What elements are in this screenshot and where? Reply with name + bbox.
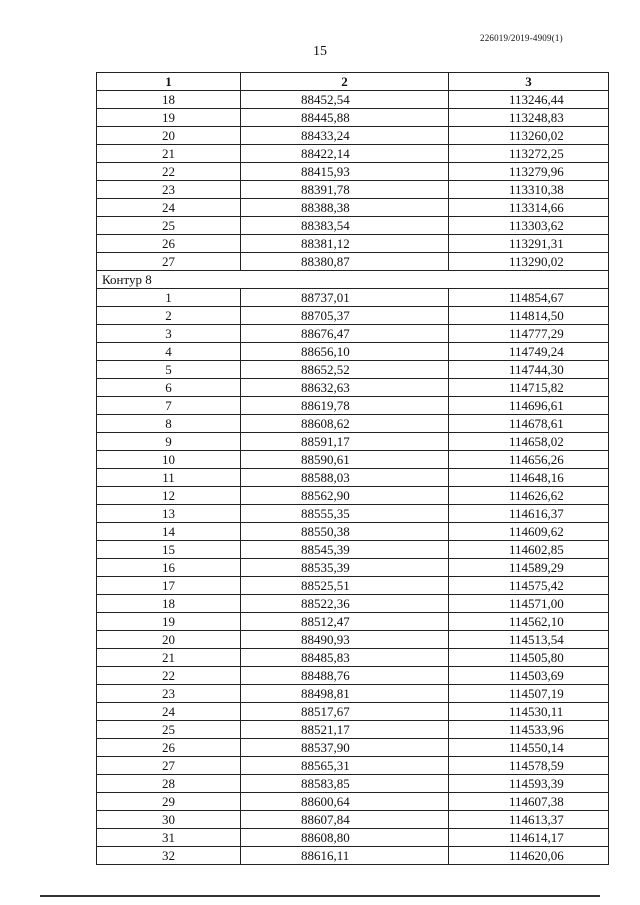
x-coordinate-cell: 88488,76 <box>241 667 449 685</box>
x-coordinate-cell: 88522,36 <box>241 595 449 613</box>
point-number-cell: 19 <box>97 613 241 631</box>
point-number-cell: 18 <box>97 595 241 613</box>
table-row <box>97 793 609 811</box>
point-number-cell: 22 <box>97 163 241 181</box>
point-number-cell: 3 <box>97 325 241 343</box>
y-coordinate-cell: 114626,62 <box>449 487 609 505</box>
y-coordinate-cell: 114505,80 <box>449 649 609 667</box>
x-coordinate-cell: 88498,81 <box>241 685 449 703</box>
x-coordinate-cell: 88619,78 <box>241 397 449 415</box>
x-coordinate-cell: 88656,10 <box>241 343 449 361</box>
x-coordinate-cell: 88600,64 <box>241 793 449 811</box>
point-number-cell: 20 <box>97 631 241 649</box>
y-coordinate-cell: 114530,11 <box>449 703 609 721</box>
point-number-cell: 23 <box>97 685 241 703</box>
point-number-cell: 6 <box>97 379 241 397</box>
y-coordinate-cell: 113260,02 <box>449 127 609 145</box>
column-header-3: 3 <box>449 73 609 91</box>
point-number-cell: 26 <box>97 235 241 253</box>
point-number-cell: 8 <box>97 415 241 433</box>
column-header-1: 1 <box>97 73 241 91</box>
x-coordinate-cell: 88608,80 <box>241 829 449 847</box>
point-number-cell: 16 <box>97 559 241 577</box>
point-number-cell: 2 <box>97 307 241 325</box>
x-coordinate-cell: 88562,90 <box>241 487 449 505</box>
x-coordinate-cell: 88485,83 <box>241 649 449 667</box>
column-header-2: 2 <box>241 73 449 91</box>
y-coordinate-cell: 114578,59 <box>449 757 609 775</box>
x-coordinate-cell: 88525,51 <box>241 577 449 595</box>
y-coordinate-cell: 114814,50 <box>449 307 609 325</box>
y-coordinate-cell: 114550,14 <box>449 739 609 757</box>
table-row <box>97 253 609 271</box>
x-coordinate-cell: 88535,39 <box>241 559 449 577</box>
point-number-cell: 30 <box>97 811 241 829</box>
point-number-cell: 25 <box>97 721 241 739</box>
point-number-cell: 4 <box>97 343 241 361</box>
x-coordinate-cell: 88445,88 <box>241 109 449 127</box>
y-coordinate-cell: 114593,39 <box>449 775 609 793</box>
y-coordinate-cell: 114571,00 <box>449 595 609 613</box>
header-row <box>97 73 609 91</box>
table-row <box>97 145 609 163</box>
table-row <box>97 505 609 523</box>
y-coordinate-cell: 114696,61 <box>449 397 609 415</box>
point-number-cell: 9 <box>97 433 241 451</box>
point-number-cell: 25 <box>97 217 241 235</box>
point-number-cell: 24 <box>97 199 241 217</box>
y-coordinate-cell: 114749,24 <box>449 343 609 361</box>
table-row <box>97 757 609 775</box>
y-coordinate-cell: 114648,16 <box>449 469 609 487</box>
x-coordinate-cell: 88737,01 <box>241 289 449 307</box>
page-number: 15 <box>313 44 327 59</box>
y-coordinate-cell: 114854,67 <box>449 289 609 307</box>
table-row <box>97 829 609 847</box>
x-coordinate-cell: 88422,14 <box>241 145 449 163</box>
y-coordinate-cell: 113279,96 <box>449 163 609 181</box>
y-coordinate-cell: 113246,44 <box>449 91 609 109</box>
y-coordinate-cell: 114613,37 <box>449 811 609 829</box>
y-coordinate-cell: 114507,19 <box>449 685 609 703</box>
x-coordinate-cell: 88652,52 <box>241 361 449 379</box>
table-row <box>97 667 609 685</box>
y-coordinate-cell: 114620,06 <box>449 847 609 865</box>
x-coordinate-cell: 88388,38 <box>241 199 449 217</box>
y-coordinate-cell: 114715,82 <box>449 379 609 397</box>
x-coordinate-cell: 88550,38 <box>241 523 449 541</box>
table-row <box>97 775 609 793</box>
y-coordinate-cell: 114614,17 <box>449 829 609 847</box>
table-row <box>97 433 609 451</box>
x-coordinate-cell: 88383,54 <box>241 217 449 235</box>
table-row <box>97 739 609 757</box>
y-coordinate-cell: 114607,38 <box>449 793 609 811</box>
table-row <box>97 163 609 181</box>
table-row <box>97 325 609 343</box>
x-coordinate-cell: 88381,12 <box>241 235 449 253</box>
x-coordinate-cell: 88537,90 <box>241 739 449 757</box>
table-row <box>97 451 609 469</box>
y-coordinate-cell: 114602,85 <box>449 541 609 559</box>
table-row <box>97 541 609 559</box>
table-row <box>97 217 609 235</box>
y-coordinate-cell: 114658,02 <box>449 433 609 451</box>
point-number-cell: 19 <box>97 109 241 127</box>
point-number-cell: 14 <box>97 523 241 541</box>
table-row <box>97 127 609 145</box>
point-number-cell: 24 <box>97 703 241 721</box>
table-row <box>97 847 609 865</box>
table-row <box>97 595 609 613</box>
bottom-rule <box>40 895 600 897</box>
table-body <box>97 91 609 865</box>
point-number-cell: 17 <box>97 577 241 595</box>
y-coordinate-cell: 114744,30 <box>449 361 609 379</box>
point-number-cell: 27 <box>97 757 241 775</box>
y-coordinate-cell: 113303,62 <box>449 217 609 235</box>
x-coordinate-cell: 88521,17 <box>241 721 449 739</box>
point-number-cell: 32 <box>97 847 241 865</box>
x-coordinate-cell: 88512,47 <box>241 613 449 631</box>
y-coordinate-cell: 114777,29 <box>449 325 609 343</box>
y-coordinate-cell: 114562,10 <box>449 613 609 631</box>
x-coordinate-cell: 88433,24 <box>241 127 449 145</box>
table-row <box>97 559 609 577</box>
point-number-cell: 21 <box>97 145 241 163</box>
y-coordinate-cell: 114616,37 <box>449 505 609 523</box>
point-number-cell: 5 <box>97 361 241 379</box>
point-number-cell: 26 <box>97 739 241 757</box>
y-coordinate-cell: 114656,26 <box>449 451 609 469</box>
y-coordinate-cell: 114503,69 <box>449 667 609 685</box>
y-coordinate-cell: 114678,61 <box>449 415 609 433</box>
y-coordinate-cell: 113248,83 <box>449 109 609 127</box>
table-row <box>97 703 609 721</box>
table-row <box>97 289 609 307</box>
point-number-cell: 27 <box>97 253 241 271</box>
section-header-row <box>97 271 609 289</box>
point-number-cell: 11 <box>97 469 241 487</box>
x-coordinate-cell: 88591,17 <box>241 433 449 451</box>
table-row <box>97 415 609 433</box>
point-number-cell: 29 <box>97 793 241 811</box>
y-coordinate-cell: 113314,66 <box>449 199 609 217</box>
table-row <box>97 649 609 667</box>
y-coordinate-cell: 113291,31 <box>449 235 609 253</box>
x-coordinate-cell: 88415,93 <box>241 163 449 181</box>
table-row <box>97 109 609 127</box>
section-title: Контур 8 <box>97 271 609 289</box>
table-row <box>97 523 609 541</box>
point-number-cell: 23 <box>97 181 241 199</box>
table-row <box>97 199 609 217</box>
x-coordinate-cell: 88583,85 <box>241 775 449 793</box>
table-row <box>97 91 609 109</box>
document-id: 226019/2019-4909(1) <box>480 33 563 43</box>
y-coordinate-cell: 114575,42 <box>449 577 609 595</box>
point-number-cell: 18 <box>97 91 241 109</box>
point-number-cell: 21 <box>97 649 241 667</box>
point-number-cell: 10 <box>97 451 241 469</box>
table-row <box>97 721 609 739</box>
point-number-cell: 20 <box>97 127 241 145</box>
table-header <box>97 73 609 91</box>
x-coordinate-cell: 88676,47 <box>241 325 449 343</box>
table-row <box>97 613 609 631</box>
y-coordinate-cell: 114513,54 <box>449 631 609 649</box>
y-coordinate-cell: 113290,02 <box>449 253 609 271</box>
point-number-cell: 15 <box>97 541 241 559</box>
x-coordinate-cell: 88490,93 <box>241 631 449 649</box>
coordinates-table <box>96 72 609 865</box>
y-coordinate-cell: 114609,62 <box>449 523 609 541</box>
table-row <box>97 397 609 415</box>
point-number-cell: 28 <box>97 775 241 793</box>
point-number-cell: 12 <box>97 487 241 505</box>
y-coordinate-cell: 114589,29 <box>449 559 609 577</box>
table-row <box>97 487 609 505</box>
x-coordinate-cell: 88452,54 <box>241 91 449 109</box>
x-coordinate-cell: 88588,03 <box>241 469 449 487</box>
x-coordinate-cell: 88590,61 <box>241 451 449 469</box>
x-coordinate-cell: 88632,63 <box>241 379 449 397</box>
point-number-cell: 22 <box>97 667 241 685</box>
table-row <box>97 469 609 487</box>
x-coordinate-cell: 88608,62 <box>241 415 449 433</box>
point-number-cell: 1 <box>97 289 241 307</box>
point-number-cell: 7 <box>97 397 241 415</box>
x-coordinate-cell: 88517,67 <box>241 703 449 721</box>
x-coordinate-cell: 88380,87 <box>241 253 449 271</box>
x-coordinate-cell: 88565,31 <box>241 757 449 775</box>
y-coordinate-cell: 113310,38 <box>449 181 609 199</box>
x-coordinate-cell: 88607,84 <box>241 811 449 829</box>
point-number-cell: 31 <box>97 829 241 847</box>
x-coordinate-cell: 88705,37 <box>241 307 449 325</box>
x-coordinate-cell: 88391,78 <box>241 181 449 199</box>
table-row <box>97 631 609 649</box>
x-coordinate-cell: 88555,35 <box>241 505 449 523</box>
x-coordinate-cell: 88616,11 <box>241 847 449 865</box>
y-coordinate-cell: 113272,25 <box>449 145 609 163</box>
table-row <box>97 379 609 397</box>
table-row <box>97 181 609 199</box>
table-row <box>97 307 609 325</box>
y-coordinate-cell: 114533,96 <box>449 721 609 739</box>
x-coordinate-cell: 88545,39 <box>241 541 449 559</box>
table-row <box>97 685 609 703</box>
point-number-cell: 13 <box>97 505 241 523</box>
table-row <box>97 235 609 253</box>
table-row <box>97 343 609 361</box>
table-row <box>97 361 609 379</box>
table-row <box>97 577 609 595</box>
table-row <box>97 811 609 829</box>
